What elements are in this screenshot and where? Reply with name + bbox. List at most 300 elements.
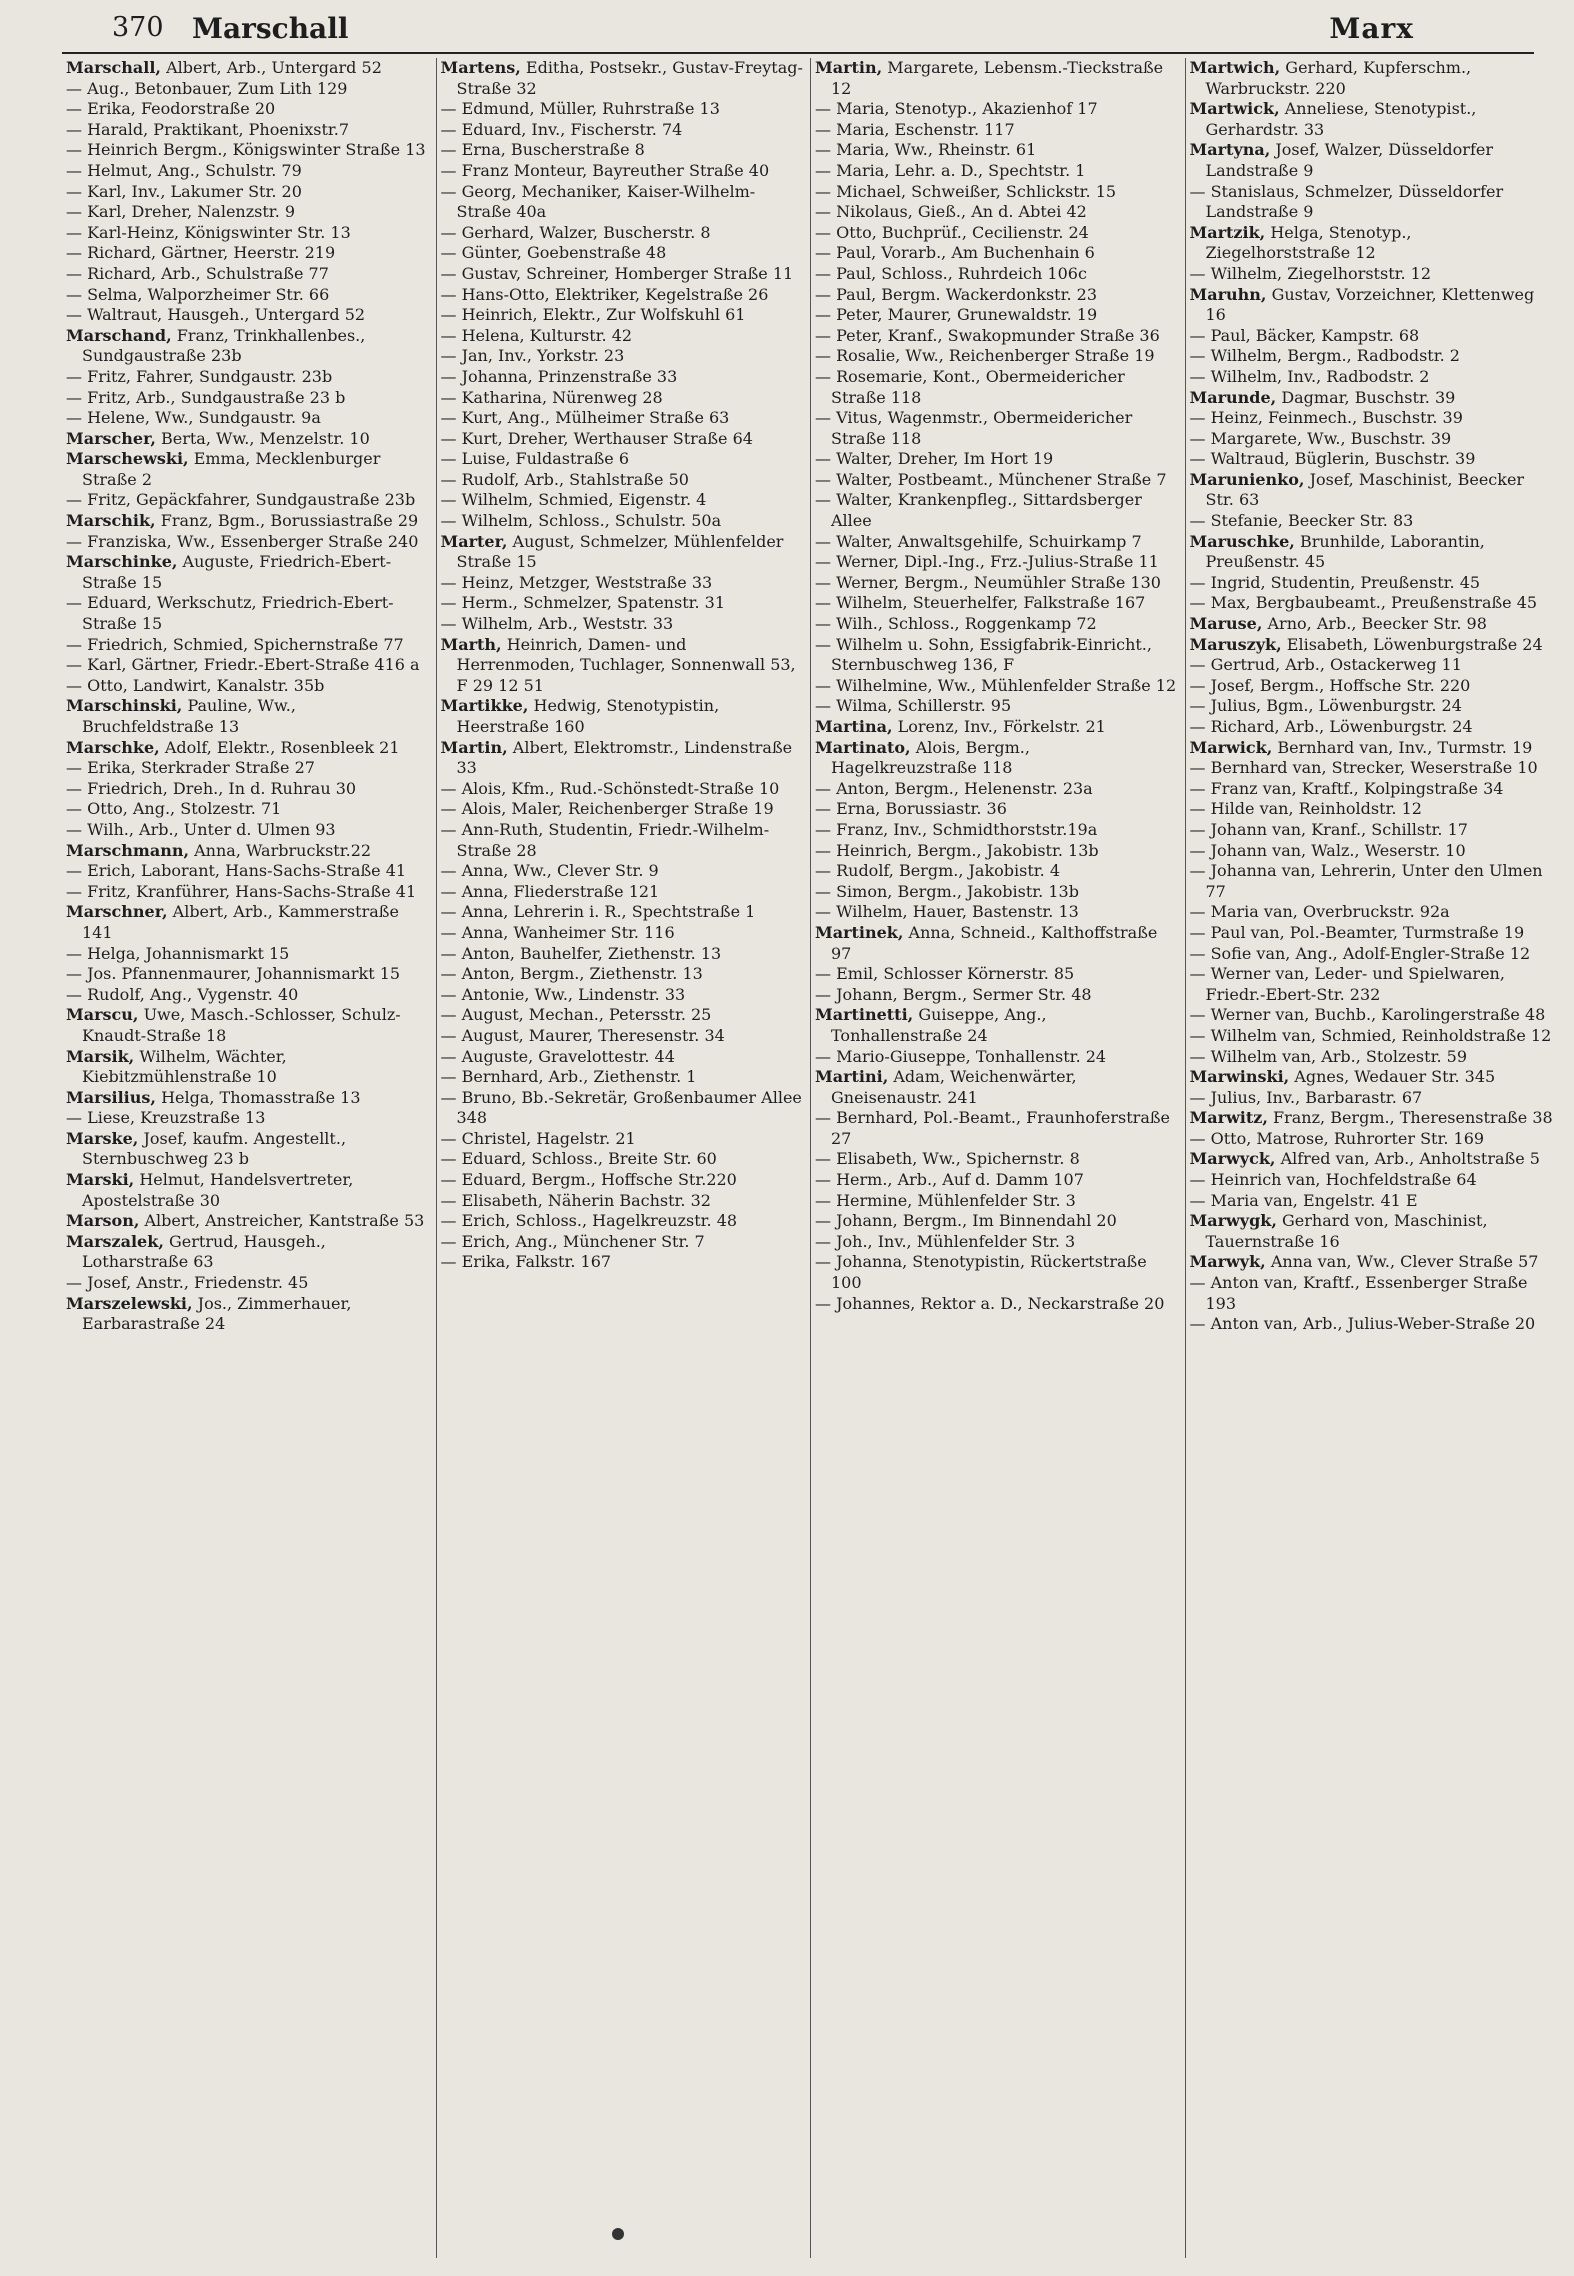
entry-details: Josef, Walzer, Düsseldorfer Landstraße 9	[1205, 140, 1493, 180]
surname: Maruschke,	[1189, 531, 1295, 551]
entry-details: — Wilhelm, Steuerhelfer, Falkstraße 167	[815, 593, 1146, 613]
entry-details: — August, Maurer, Theresenstr. 34	[440, 1025, 725, 1045]
entry-details: — Anton, Bergm., Helenenstr. 23a	[815, 778, 1093, 798]
entry-details: — Georg, Mechaniker, Kaiser-Wilhelm-Straße 40a	[440, 181, 756, 222]
directory-entry	[1190, 1129, 1555, 1150]
entry-details: Albert, Arb., Untergard 52	[166, 58, 382, 77]
directory-entry	[815, 264, 1179, 285]
entry-details: — Hans-Otto, Elektriker, Kegelstraße 26	[440, 284, 769, 304]
entry-details: — Gerhard, Walzer, Buscherstr. 8	[440, 222, 711, 242]
directory-entry	[1190, 1026, 1555, 1047]
directory-entry	[815, 1294, 1179, 1315]
entry-details: — Jan, Inv., Yorkstr. 23	[440, 346, 625, 366]
entry-details: — Anna, Fliederstraße 121	[440, 881, 660, 901]
directory-entry	[66, 305, 430, 326]
entry-details: — Wilhelm, Bergm., Radbodstr. 2	[1189, 346, 1460, 366]
entry-details: — Günter, Goebenstraße 48	[440, 243, 667, 263]
surname: Marwinski,	[1189, 1067, 1290, 1087]
entry-details: Adolf, Elektr., Rosenbleek 21	[164, 737, 400, 757]
entry-details: — Christel, Hagelstr. 21	[440, 1128, 636, 1148]
directory-entry	[1190, 264, 1555, 285]
entry-details: Helmut, Handelsvertreter, Apostelstraße 30	[82, 1170, 354, 1210]
entry-details: — Friedrich, Schmied, Spichernstraße 77	[66, 634, 404, 654]
surname: Marske,	[66, 1128, 139, 1148]
directory-entry	[441, 1191, 805, 1212]
entry-details: — Eduard, Bergm., Hoffsche Str.220	[440, 1170, 737, 1190]
entry-details: Franz, Trinkhallenbes., Sundgaustraße 23b	[82, 325, 366, 366]
entry-details: — Wilhelmine, Ww., Mühlenfelder Straße 12	[815, 675, 1177, 695]
directory-entry	[1190, 676, 1555, 697]
directory-entry	[66, 1294, 430, 1335]
entry-details: — Katharina, Nürenweg 28	[440, 387, 663, 407]
surname: Martyna,	[1189, 140, 1271, 160]
directory-entry	[441, 1129, 805, 1150]
directory-entry	[441, 779, 805, 800]
directory-entry	[66, 655, 430, 676]
entry-details: — Hilde van, Reinholdstr. 12	[1189, 799, 1422, 819]
entry-details: — Wilhelm, Inv., Radbodstr. 2	[1189, 366, 1430, 386]
entry-details: Gustav, Vorzeichner, Klettenweg 16	[1205, 284, 1535, 325]
entry-details: Arno, Arb., Beecker Str. 98	[1267, 614, 1487, 634]
directory-entry	[815, 1232, 1179, 1253]
directory-entry	[441, 902, 805, 923]
directory-entry	[815, 882, 1179, 903]
entry-details: — Richard, Arb., Schulstraße 77	[66, 263, 329, 283]
directory-entry	[66, 635, 430, 656]
directory-entry	[815, 820, 1179, 841]
entry-details: Brunhilde, Laborantin, Preußenstr. 45	[1205, 531, 1485, 572]
surname: Marson,	[66, 1211, 140, 1231]
directory-entry	[441, 223, 805, 244]
surname: Maruse,	[1189, 614, 1263, 634]
directory-entry	[441, 1047, 805, 1068]
directory-entry	[66, 1005, 430, 1046]
entry-details: — Paul, Bergm. Wackerdonkstr. 23	[815, 284, 1098, 304]
directory-columns	[62, 58, 1560, 2258]
directory-entry	[66, 1108, 430, 1129]
entry-details: Anna, Schneid., Kalthoffstraße 97	[831, 922, 1158, 963]
directory-entry	[66, 1170, 430, 1211]
surname: Marwyck,	[1189, 1149, 1276, 1169]
directory-entry	[1190, 429, 1555, 450]
directory-entry	[815, 140, 1179, 161]
directory-entry	[441, 285, 805, 306]
directory-entry	[1190, 1108, 1555, 1129]
surname: Martin,	[440, 737, 508, 757]
directory-entry	[1190, 1252, 1555, 1273]
entry-details: — Vitus, Wagenmstr., Obermeidericher Straße 118	[815, 408, 1133, 448]
surname: Marschinke,	[66, 552, 178, 572]
surname: Maruhn,	[1189, 284, 1267, 304]
directory-entry	[1190, 99, 1555, 140]
directory-entry	[441, 1005, 805, 1026]
entry-details: — Mario-Giuseppe, Tonhallenstr. 24	[815, 1046, 1107, 1066]
surname: Marwitz,	[1189, 1108, 1268, 1128]
directory-entry	[66, 944, 430, 965]
directory-entry	[815, 243, 1179, 264]
directory-column-1	[62, 58, 437, 2258]
entry-details: — Johanna, Prinzenstraße 33	[440, 366, 678, 386]
entry-details: — Bernhard van, Strecker, Weserstraße 10	[1189, 758, 1538, 778]
directory-entry	[1190, 964, 1555, 1005]
entry-details: — Rosemarie, Kont., Obermeidericher Straße 118	[815, 366, 1125, 407]
directory-entry	[66, 1273, 430, 1294]
directory-entry	[1190, 1170, 1555, 1191]
entry-details: — Alois, Kfm., Rud.-Schönstedt-Straße 10	[440, 778, 780, 798]
entry-details: — Karl, Dreher, Nalenzstr. 9	[66, 202, 296, 222]
surname: Marschewski,	[66, 449, 189, 469]
entry-details: — Josef, Anstr., Friedenstr. 45	[66, 1273, 309, 1293]
entry-details: — Johann van, Walz., Weserstr. 10	[1189, 840, 1466, 860]
entry-details: Josef, Maschinist, Beecker Str. 63	[1205, 469, 1525, 510]
entry-details: — Rosalie, Ww., Reichenberger Straße 19	[815, 346, 1155, 366]
entry-details: — Johanna van, Lehrerin, Unter den Ulmen 77	[1189, 861, 1543, 901]
surname: Marski,	[66, 1170, 135, 1190]
entry-details: — Luise, Fuldastraße 6	[440, 449, 630, 469]
directory-entry	[66, 120, 430, 141]
directory-entry	[66, 882, 430, 903]
entry-details: — Johann, Bergm., Sermer Str. 48	[815, 984, 1092, 1004]
directory-entry	[815, 635, 1179, 676]
entry-details: — Walter, Anwaltsgehilfe, Schuirkamp 7	[815, 531, 1142, 551]
entry-details: — Helmut, Ang., Schulstr. 79	[66, 160, 302, 180]
directory-entry	[441, 470, 805, 491]
directory-entry	[441, 614, 805, 635]
directory-entry	[441, 1067, 805, 1088]
directory-entry	[1190, 388, 1555, 409]
entry-details: — Anton, Bergm., Ziethenstr. 13	[440, 964, 703, 984]
entry-details: — Wilh., Schloss., Roggenkamp 72	[815, 614, 1097, 634]
entry-details: — Liese, Kreuzstraße 13	[66, 1108, 266, 1128]
entry-details: Emma, Mecklenburger Straße 2	[82, 449, 381, 489]
right-running-head: Marx	[1329, 12, 1414, 45]
entry-details: — Max, Bergbaubeamt., Preußenstraße 45	[1189, 593, 1538, 613]
entry-details: — Otto, Buchprüf., Cecilienstr. 24	[815, 222, 1089, 242]
entry-details: Helga, Stenotyp., Ziegelhorststraße 12	[1205, 222, 1412, 263]
entry-details: — Sofie van, Ang., Adolf-Engler-Straße 12	[1189, 943, 1531, 963]
entry-details: — Paul, Bäcker, Kampstr. 68	[1189, 325, 1420, 345]
directory-entry	[815, 58, 1179, 99]
entry-details: Agnes, Wedauer Str. 345	[1294, 1067, 1496, 1087]
entry-details: — Fritz, Kranführer, Hans-Sachs-Straße 41	[66, 881, 417, 901]
directory-entry	[815, 841, 1179, 862]
entry-details: — Bernhard, Arb., Ziethenstr. 1	[440, 1067, 697, 1087]
directory-entry	[66, 861, 430, 882]
entry-details: — Johann, Bergm., Im Binnendahl 20	[815, 1211, 1117, 1231]
directory-entry	[66, 532, 430, 553]
entry-details: Elisabeth, Löwenburgstraße 24	[1286, 634, 1543, 654]
directory-entry	[1190, 408, 1555, 429]
directory-entry	[66, 511, 430, 532]
surname: Marter,	[440, 531, 508, 551]
entry-details: — Eduard, Inv., Fischerstr. 74	[440, 119, 683, 139]
directory-entry	[441, 58, 805, 99]
surname: Marwyk,	[1189, 1252, 1266, 1272]
entry-details: Anna, Warbruckstr.22	[194, 840, 372, 860]
directory-entry	[66, 99, 430, 120]
surname: Martina,	[815, 717, 893, 736]
directory-entry	[441, 1088, 805, 1129]
page-header	[62, 8, 1534, 54]
directory-entry	[1190, 1088, 1555, 1109]
entry-details: Albert, Arb., Kammerstraße 141	[82, 902, 399, 942]
directory-entry	[66, 799, 430, 820]
entry-details: Uwe, Masch.-Schlosser, Schulz-Knaudt-Straße 18	[82, 1005, 401, 1045]
directory-entry	[1190, 326, 1555, 347]
directory-entry	[66, 79, 430, 100]
entry-details: Gerhard, Kupferschm., Warbruckstr. 220	[1205, 58, 1472, 98]
entry-details: — Julius, Bgm., Löwenburgstr. 24	[1189, 696, 1462, 716]
entry-details: — Otto, Landwirt, Kanalstr. 35b	[66, 675, 325, 695]
surname: Marscu,	[66, 1005, 139, 1025]
entry-details: — Wilhelm, Schmied, Eigenstr. 4	[440, 490, 707, 510]
directory-entry	[441, 243, 805, 264]
directory-entry	[815, 120, 1179, 141]
entry-details: — Josef, Bergm., Hoffsche Str. 220	[1189, 675, 1471, 695]
entry-details: — Werner van, Leder- und Spielwaren, Friedr.-Ebert-Str. 232	[1189, 964, 1505, 1004]
entry-details: — Heinrich Bergm., Königswinter Straße 13	[66, 140, 426, 160]
directory-entry	[66, 243, 430, 264]
entry-details: — Waltraud, Büglerin, Buschstr. 39	[1189, 449, 1476, 469]
entry-details: — Herm., Schmelzer, Spatenstr. 31	[440, 593, 726, 613]
entry-details: — Emil, Schlosser Körnerstr. 85	[815, 964, 1075, 984]
directory-entry	[66, 326, 430, 367]
entry-details: Pauline, Ww., Bruchfeldstraße 13	[82, 696, 296, 736]
entry-details: Alois, Bergm., Hagelkreuzstraße 118	[831, 737, 1030, 778]
surname: Marschner,	[66, 902, 168, 922]
directory-entry	[815, 367, 1179, 408]
entry-details: — Erna, Buscherstraße 8	[440, 140, 645, 160]
entry-details: — Bernhard, Pol.-Beamt., Fraunhoferstraße 27	[815, 1108, 1171, 1148]
surname: Marwygk,	[1189, 1211, 1277, 1231]
entry-details: — Wilhelm, Schloss., Schulstr. 50a	[440, 511, 722, 531]
directory-entry	[66, 388, 430, 409]
entry-details: Hedwig, Stenotypistin, Heerstraße 160	[456, 696, 720, 736]
directory-entry	[441, 593, 805, 614]
entry-details: Margarete, Lebensm.-Tieckstraße 12	[831, 58, 1164, 98]
entry-details: Josef, kaufm. Angestellt., Sternbuschweg 23 b	[82, 1128, 347, 1169]
directory-entry	[441, 861, 805, 882]
page-punch-mark	[612, 2228, 624, 2240]
entry-details: Jos., Zimmerhauer, Earbarastraße 24	[82, 1293, 352, 1334]
directory-entry	[441, 985, 805, 1006]
entry-details: — Nikolaus, Gieß., An d. Abtei 42	[815, 202, 1087, 222]
entry-details: — Karl, Inv., Lakumer Str. 20	[66, 181, 302, 201]
entry-details: — Herm., Arb., Auf d. Damm 107	[815, 1170, 1084, 1190]
entry-details: Lorenz, Inv., Förkelstr. 21	[897, 717, 1106, 736]
directory-entry	[66, 367, 430, 388]
directory-entry	[66, 902, 430, 943]
directory-entry	[441, 820, 805, 861]
directory-entry	[441, 573, 805, 594]
directory-entry	[441, 1232, 805, 1253]
surname: Marszelewski,	[66, 1293, 193, 1313]
entry-details: Auguste, Friedrich-Ebert-Straße 15	[82, 552, 392, 592]
directory-entry	[441, 140, 805, 161]
directory-entry	[441, 161, 805, 182]
entry-details: Guiseppe, Ang., Tonhallenstraße 24	[831, 1005, 1047, 1045]
directory-entry	[815, 1170, 1179, 1191]
directory-entry	[815, 470, 1179, 491]
directory-entry	[441, 1211, 805, 1232]
surname: Martikke,	[440, 696, 529, 716]
directory-entry	[441, 388, 805, 409]
directory-entry	[66, 161, 430, 182]
entry-details: — Anton van, Arb., Julius-Weber-Straße 20	[1189, 1314, 1536, 1334]
directory-entry	[1190, 841, 1555, 862]
entry-details: — Helene, Ww., Sundgaustr. 9a	[66, 408, 321, 428]
page-number: 370	[112, 12, 164, 43]
entry-details: — Wilhelm, Hauer, Bastenstr. 13	[815, 902, 1079, 922]
entry-details: — Maria, Stenotyp., Akazienhof 17	[815, 99, 1098, 119]
entry-details: — Anton, Bauhelfer, Ziethenstr. 13	[440, 943, 722, 963]
entry-details: — Gertrud, Arb., Ostackerweg 11	[1189, 655, 1462, 675]
directory-entry	[815, 1108, 1179, 1149]
directory-entry	[1190, 1047, 1555, 1068]
entry-details: — Paul van, Pol.-Beamter, Turmstraße 19	[1189, 922, 1525, 942]
entry-details: — Maria, Eschenstr. 117	[815, 119, 1015, 139]
entry-details: — Wilhelm, Ziegelhorststr. 12	[1189, 263, 1432, 283]
directory-entry	[815, 285, 1179, 306]
surname: Martinek,	[815, 922, 904, 942]
directory-entry	[815, 449, 1179, 470]
directory-entry	[1190, 58, 1555, 99]
directory-entry	[66, 985, 430, 1006]
directory-entry	[1190, 923, 1555, 944]
entry-details: — Walter, Postbeamt., Münchener Straße 7	[815, 469, 1167, 489]
directory-entry	[1190, 696, 1555, 717]
directory-entry	[815, 202, 1179, 223]
surname: Marschik,	[66, 511, 156, 531]
directory-entry	[1190, 1314, 1555, 1335]
entry-details: — Erich, Laborant, Hans-Sachs-Straße 41	[66, 861, 407, 881]
entry-details: — Fritz, Gepäckfahrer, Sundgaustraße 23b	[66, 490, 416, 510]
directory-entry	[66, 223, 430, 244]
entry-details: — Heinrich, Bergm., Jakobistr. 13b	[815, 840, 1099, 860]
entry-details: — Gustav, Schreiner, Homberger Straße 11	[440, 263, 794, 283]
surname: Marschall,	[66, 58, 161, 77]
directory-entry	[66, 552, 430, 593]
entry-details: — Bruno, Bb.-Sekretär, Großenbaumer Allee 348	[440, 1087, 802, 1128]
directory-entry	[815, 738, 1179, 779]
entry-details: — Karl, Gärtner, Friedr.-Ebert-Straße 416 a	[66, 655, 420, 675]
entry-details: Albert, Anstreicher, Kantstraße 53	[144, 1211, 425, 1231]
entry-details: — Fritz, Fahrer, Sundgaustr. 23b	[66, 366, 333, 386]
directory-entry	[66, 449, 430, 490]
directory-entry	[815, 1067, 1179, 1108]
directory-entry	[815, 1211, 1179, 1232]
entry-details: — Antonie, Ww., Lindenstr. 33	[440, 984, 686, 1004]
entry-details: Helga, Thomasstraße 13	[161, 1087, 361, 1107]
directory-entry	[815, 923, 1179, 964]
directory-entry	[66, 429, 430, 450]
entry-details: — Maria, Lehr. a. D., Spechtstr. 1	[815, 160, 1086, 180]
entry-details: — Richard, Arb., Löwenburgstr. 24	[1189, 717, 1473, 736]
directory-entry	[441, 408, 805, 429]
entry-details: — Maria van, Engelstr. 41 E	[1189, 1190, 1418, 1210]
entry-details: August, Schmelzer, Mühlenfelder Straße 15	[456, 531, 784, 572]
surname: Marunde,	[1189, 387, 1277, 407]
surname: Marschinski,	[66, 696, 183, 716]
directory-entry	[1190, 285, 1555, 326]
entry-details: — Simon, Bergm., Jakobistr. 13b	[815, 881, 1079, 901]
entry-details: — Michael, Schweißer, Schlickstr. 15	[815, 181, 1117, 201]
directory-entry	[441, 1026, 805, 1047]
entry-details: — Peter, Kranf., Swakopmunder Straße 36	[815, 325, 1160, 345]
directory-entry	[815, 614, 1179, 635]
directory-entry	[66, 264, 430, 285]
surname: Marsik,	[66, 1046, 135, 1066]
directory-entry	[1190, 1005, 1555, 1026]
directory-entry	[66, 779, 430, 800]
directory-entry	[815, 1047, 1179, 1068]
directory-entry	[441, 264, 805, 285]
directory-entry	[815, 861, 1179, 882]
entry-details: — Anna, Wanheimer Str. 116	[440, 922, 675, 942]
entry-details: — Paul, Vorarb., Am Buchenhain 6	[815, 243, 1095, 263]
directory-entry	[441, 99, 805, 120]
surname: Marsilius,	[66, 1087, 156, 1107]
entry-details: — August, Mechan., Petersstr. 25	[440, 1005, 712, 1025]
directory-entry	[1190, 902, 1555, 923]
surname: Marschand,	[66, 325, 172, 345]
directory-entry	[815, 964, 1179, 985]
entry-details: — Harald, Praktikant, Phoenixstr.7	[66, 119, 350, 139]
directory-entry	[1190, 799, 1555, 820]
directory-entry	[815, 593, 1179, 614]
directory-entry	[815, 490, 1179, 531]
entry-details: — Ann-Ruth, Studentin, Friedr.-Wilhelm-Straße 28	[440, 819, 770, 860]
directory-entry	[1190, 614, 1555, 635]
entry-details: — Franz van, Kraftf., Kolpingstraße 34	[1189, 778, 1504, 798]
entry-details: — Stanislaus, Schmelzer, Düsseldorfer Landstraße 9	[1189, 181, 1504, 222]
directory-entry	[441, 635, 805, 697]
entry-details: — Jos. Pfannenmaurer, Johannismarkt 15	[66, 964, 401, 984]
entry-details: — Erika, Sterkrader Straße 27	[66, 758, 315, 778]
directory-entry	[1190, 779, 1555, 800]
directory-entry	[815, 346, 1179, 367]
directory-entry	[66, 202, 430, 223]
directory-entry	[66, 758, 430, 779]
directory-entry	[815, 305, 1179, 326]
directory-entry	[441, 305, 805, 326]
entry-details: — Alois, Maler, Reichenberger Straße 19	[440, 799, 774, 819]
directory-entry	[441, 964, 805, 985]
entry-details: — Edmund, Müller, Ruhrstraße 13	[440, 99, 720, 119]
entry-details: — Werner van, Buchb., Karolingerstraße 48	[1189, 1005, 1546, 1025]
directory-entry	[1190, 758, 1555, 779]
directory-entry	[66, 1232, 430, 1273]
surname: Marwick,	[1189, 737, 1273, 757]
directory-entry	[441, 1170, 805, 1191]
surname: Martini,	[815, 1067, 889, 1087]
directory-entry	[441, 346, 805, 367]
surname: Martin,	[815, 58, 883, 77]
directory-entry	[66, 490, 430, 511]
directory-entry	[1190, 593, 1555, 614]
entry-details: — Elisabeth, Näherin Bachstr. 32	[440, 1190, 711, 1210]
entry-details: — Helena, Kulturstr. 42	[440, 325, 633, 345]
entry-details: — Erna, Borussiastr. 36	[815, 799, 1007, 819]
entry-details: — Werner, Dipl.-Ing., Frz.-Julius-Straße 11	[815, 552, 1159, 572]
directory-entry	[441, 696, 805, 737]
entry-details: — Heinrich, Elektr., Zur Wolfskuhl 61	[440, 305, 746, 325]
entry-details: — Walter, Krankenpfleg., Sittardsberger Allee	[815, 490, 1142, 531]
directory-entry	[66, 964, 430, 985]
directory-entry	[441, 532, 805, 573]
directory-column-4	[1186, 58, 1561, 2258]
directory-entry	[66, 1129, 430, 1170]
